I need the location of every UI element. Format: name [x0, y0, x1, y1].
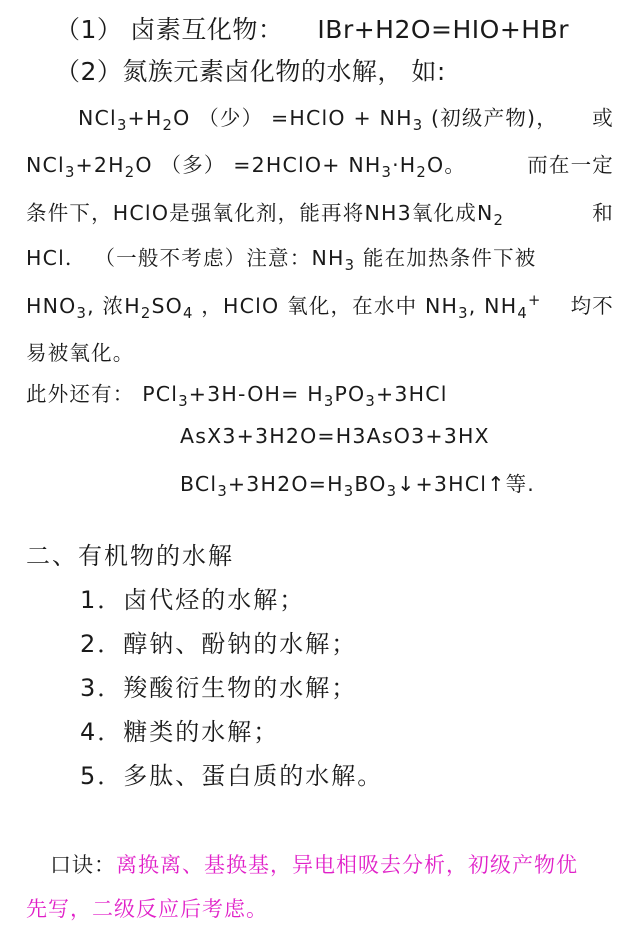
text-fragment: 条件下，HClO是强氧化剂，能再将NH3氧化成N [26, 201, 494, 225]
continuation-text: 和 [592, 201, 614, 225]
subscript: 3 [323, 393, 335, 411]
item-1-line [55, 10, 569, 46]
text-fragment: NCl [26, 153, 65, 177]
mnemonic-text: 离换离、基换基，异电相吸去分析，初级产物优 [116, 853, 578, 877]
text-fragment: O。 [427, 153, 467, 177]
text-fragment: O （少） =HClO + NH [173, 106, 413, 130]
item-1-number: （1） [55, 15, 123, 44]
list-item: 3．羧酸衍生物的水解； [80, 674, 358, 702]
subscript: 3 [116, 117, 128, 135]
text-fragment: ↓+3HCl↑等. [397, 472, 535, 496]
not-oxidized-line: 易被氧化。 [26, 341, 135, 365]
text-fragment: , NH [468, 294, 518, 318]
list-item: 1．卤代烃的水解； [80, 586, 306, 614]
note-line [26, 241, 537, 274]
text-fragment: , 浓H [87, 294, 141, 318]
subscript: 3 [217, 483, 228, 501]
text-fragment: +3H2O=H [227, 472, 344, 496]
subscript: 2 [140, 305, 152, 323]
asx3-equation: AsX3+3H2O=H3AsO3+3HX [180, 424, 490, 448]
text-fragment: (初级产物)， [423, 106, 558, 130]
oxidizers-line [26, 289, 614, 322]
text-fragment: HCl． （一般不考虑）注意：NH [26, 246, 345, 270]
text-fragment: PO [334, 382, 366, 406]
text-fragment: +2H [75, 153, 125, 177]
text-fragment: O （多） =2HClO+ NH [135, 153, 382, 177]
text-fragment: NCl [78, 106, 117, 130]
subscript: 3 [178, 393, 189, 411]
continuation-text: 而在一定 [527, 153, 614, 177]
list-item: 5．多肽、蛋白质的水解。 [80, 762, 384, 790]
text-fragment: 此外还有： PCl [26, 382, 179, 406]
hclo-oxidant-line [26, 196, 614, 229]
subscript: 3 [365, 393, 376, 411]
bcl3-equation [180, 467, 535, 500]
ncl3-low-water-line [78, 101, 614, 134]
subscript: 3 [412, 117, 424, 135]
organic-heading: 二、有机物的水解 [26, 542, 234, 570]
subscript: 3 [343, 483, 355, 501]
superscript: + [527, 292, 542, 310]
subscript: 3 [381, 164, 393, 182]
subscript: 3 [344, 257, 356, 275]
text-fragment: +3HCl [375, 382, 448, 406]
text-fragment: 均不 [570, 294, 614, 318]
subscript: 3 [64, 164, 76, 182]
text-fragment: 能在加热条件下被 [355, 246, 537, 270]
mnemonic-label: 口诀： [50, 853, 116, 877]
text-fragment: ·H [392, 153, 417, 177]
text-fragment: +H [127, 106, 163, 130]
subscript: 3 [458, 305, 469, 323]
text-fragment: +3H-OH= H [188, 382, 324, 406]
subscript: 3 [76, 305, 88, 323]
or-word: 或 [592, 106, 614, 130]
list-item: 4．糖类的水解； [80, 718, 280, 746]
subscript: 2 [162, 117, 174, 135]
list-item: 2．醇钠、酚钠的水解； [80, 630, 358, 658]
mnemonic-line-1 [50, 849, 578, 879]
subscript: 2 [493, 212, 505, 230]
text-fragment: ，HClO 氧化，在水中 NH [193, 294, 459, 318]
text-fragment: BCl [180, 472, 218, 496]
subscript: 4 [183, 305, 194, 323]
pcl3-equation [26, 377, 448, 410]
text-fragment: HNO [26, 294, 77, 318]
text-fragment: SO [151, 294, 183, 318]
item-2-line: （2）氮族元素卤化物的水解， 如: [55, 57, 446, 86]
item-1-equation: IBr+H2O=HIO+HBr [317, 15, 570, 44]
subscript: 2 [124, 164, 136, 182]
text-fragment: BO [354, 472, 387, 496]
subscript: 4 [517, 305, 528, 323]
mnemonic-line-2: 先写，二级反应后考虑。 [26, 897, 268, 921]
subscript: 2 [416, 164, 428, 182]
subscript: 3 [386, 483, 398, 501]
item-1-title: 卤素互化物： [130, 15, 284, 44]
ncl3-high-water-line [26, 148, 614, 181]
